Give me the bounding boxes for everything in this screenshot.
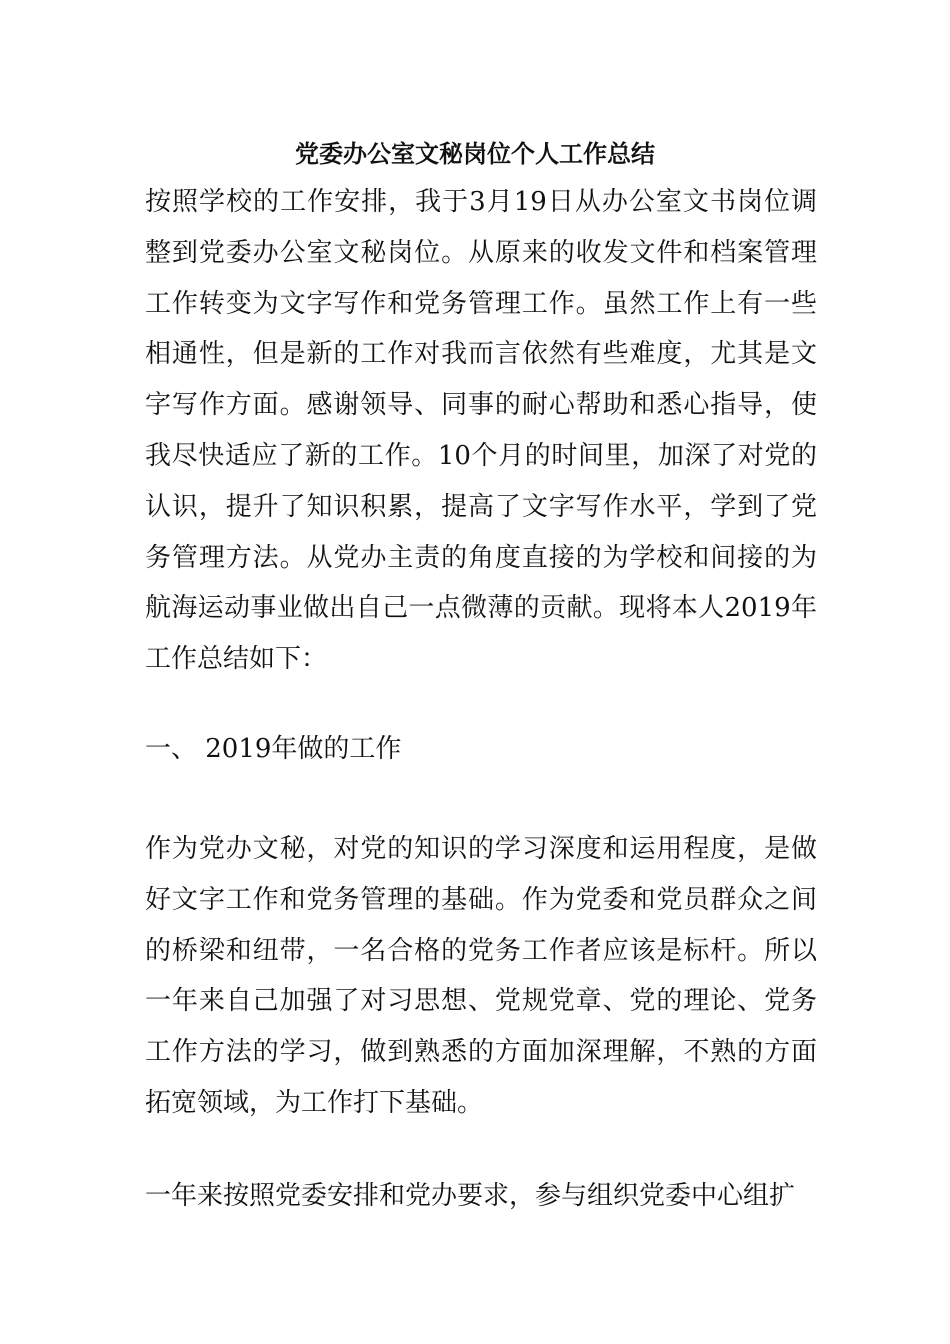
paragraph-organize: 一年来按照党委安排和党办要求，参与组织党委中心组扩 bbox=[145, 1181, 796, 1211]
document-title: 党委办公室文秘岗位个人工作总结 bbox=[295, 139, 655, 168]
section-heading: 一、 2019年做的工作 bbox=[145, 734, 402, 764]
paragraph-study: 作为党办文秘，对党的知识的学习深度和运用程度，是做好文字工作和党务管理的基础。作为党委和党员群众之间的桥梁和纽带，一名合格的党务工作者应该是标杆。所以一年来自己加强了对习思想、党规党章、党的理论、党务工作方法的学习，做到熟悉的方面加深理解，不熟的方面拓宽领域，为工作打下基础。 bbox=[145, 834, 817, 1118]
paragraph-intro: 按照学校的工作安排，我于3月19日从办公室文书岗位调整到党委办公室文秘岗位。从原来的收发文件和档案管理工作转变为文字写作和党务管理工作。虽然工作上有一些相通性，但是新的工作对我而言依然有些难度，尤其是文字写作方面。感谢领导、同事的耐心帮助和悉心指导，使我尽快适应了新的工作。10个月的时间里，加深了对党的认识，提升了知识积累，提高了文字写作水平，学到了党务管理方法。从党办主责的角度直接的为学校和间接的为航海运动事业做出自己一点微薄的贡献。现将本人2019年工作总结如下： bbox=[145, 187, 817, 675]
